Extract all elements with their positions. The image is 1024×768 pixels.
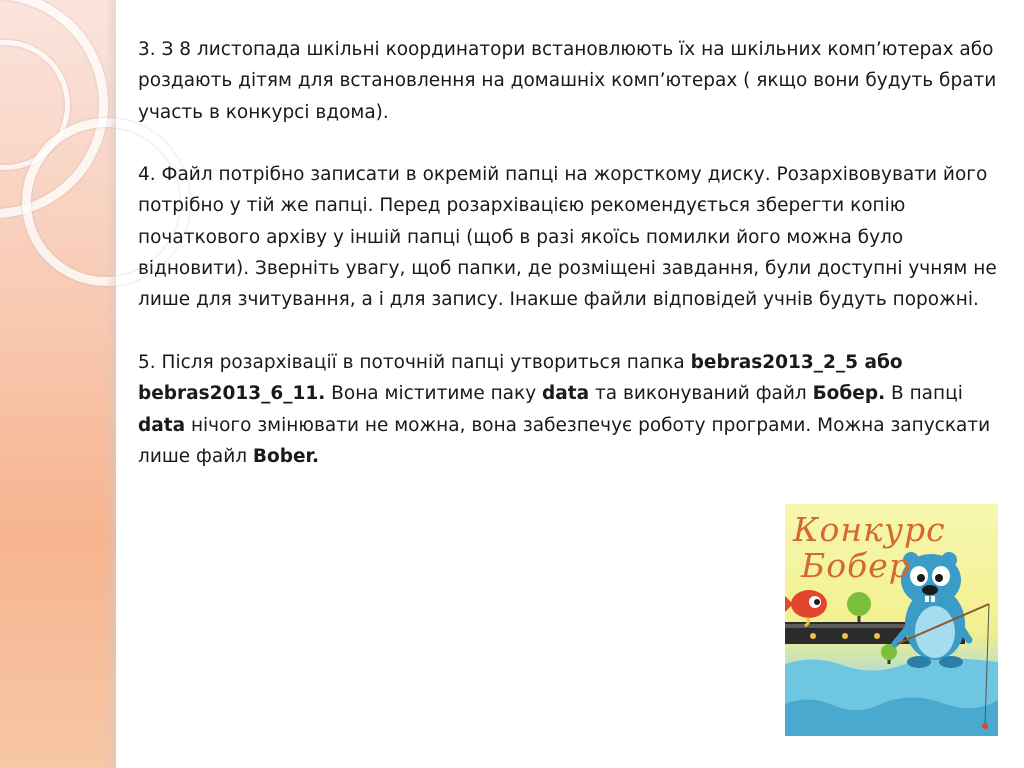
paragraph-5-text: нічого змінювати не можна, вона забезпечує роботу програми. Можна запускати лише файл [138,414,991,467]
paragraph-5-text: та виконуваний файл [589,383,813,405]
paragraph-5-text: Вона міститиме паку [325,383,543,405]
paragraph-5-text: В папці [885,383,963,405]
paragraph-3: 3. З 8 листопада шкільні координатори встановлюють їх на шкільних комп’ютерах або роздають дітям для встановлення на домашніх комп’ютерах ( якщо вони будуть брати участь в конкурсі вдома). [138,39,997,123]
executable-name-bold: Бобер. [812,383,886,405]
decorative-side-band [0,0,116,768]
data-folder-bold: data [138,414,186,436]
folder-name-bold: bebras2013_2_5 або bebras2013_6_11. [138,351,903,405]
logo-title-line2: Бобер [801,546,911,585]
slide-content [138,34,1008,503]
bober-contest-logo [785,504,998,736]
logo-title-line1: Конкурс [793,510,946,549]
paragraph-5-text: 5. Після розархівації в поточній папці утвориться папка [138,351,691,373]
data-folder-bold: data [542,383,590,405]
paragraph-4: 4. Файл потрібно записати в окремій папці на жорсткому диску. Розархівовувати його потрібно у тій же папці. Перед розархівацією рекомендується зберегти копію початкового архіву у іншій папці (щоб в разі якоїсь помилки його можна було відновити). Зверніть увагу, щоб папки, де розміщені завдання, були доступні учням не лише для зчитування, а і для запису. Інакше файли відповідей учнів будуть порожні. [138,164,997,311]
paragraph-5 [138,347,1008,472]
bober-file-bold: Bober. [252,445,320,467]
